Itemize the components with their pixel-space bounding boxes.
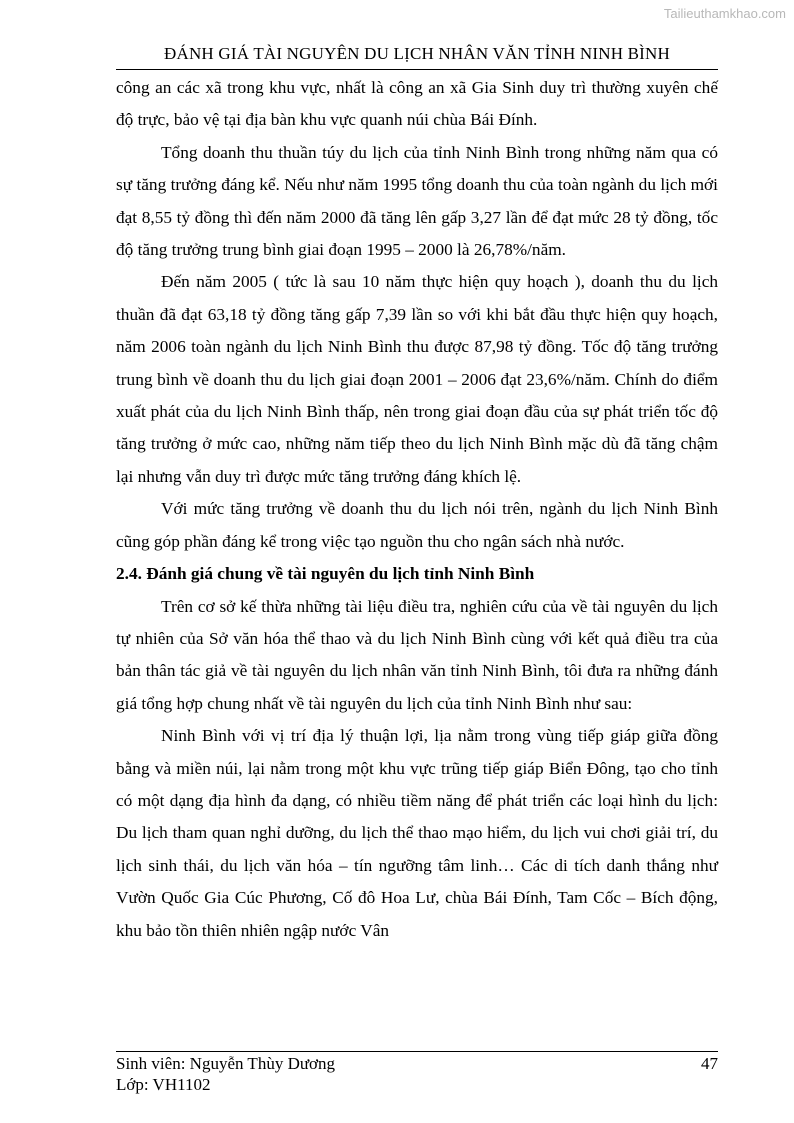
paragraph-5: Trên cơ sở kế thừa những tài liệu điều tra, nghiên cứu của về tài nguyên du lịch tự nhiên của Sở văn hóa thể thao và du lịch Ninh Bình cùng với kết quả điều tra của bản thân tác giả về tài nguyên du lịch nhân văn tỉnh Ninh Bình, tôi đưa ra những đánh giá tổng hợp chung nhất về tài nguyên du lịch của tỉnh Ninh Bình như sau: xyxy=(116,596,718,713)
section-heading: 2.4. Đánh giá chung về tài nguyên du lịch tỉnh Ninh Bình xyxy=(116,564,535,584)
document-body xyxy=(116,72,718,947)
paragraph-2: Tổng doanh thu thuần túy du lịch của tỉnh Ninh Bình trong những năm qua có sự tăng trưởng đáng kể. Nếu như năm 1995 tổng doanh thu của toàn ngành du lịch mới đạt 8,55 tỷ đồng thì đến năm 2000 đã tăng lên gấp 3,27 lần để đạt mức 28 tỷ đồng, tốc độ tăng trưởng trung bình giai đoạn 1995 – 2000 là 26,78%/năm. xyxy=(116,142,718,260)
paragraph-3: Đến năm 2005 ( tức là sau 10 năm thực hiện quy hoạch ), doanh thu du lịch thuần đã đạt 63,18 tỷ đồng tăng gấp 7,39 lần so với khi bắt đầu thực hiện quy hoạch, năm 2006 toàn ngành du lịch Ninh Bình thu được 87,98 tỷ đồng. Tốc độ tăng trưởng trung bình về doanh thu du lịch giai đoạn 2001 – 2006 đạt 23,6%/năm. Chính do điểm xuất phát của du lịch Ninh Bình thấp, nên trong giai đoạn đầu của sự phát triển tốc độ tăng trưởng ở mức cao, những năm tiếp theo du lịch Ninh Bình mặc dù đã tăng chậm lại nhưng vẫn duy trì được mức tăng trưởng đáng khích lệ. xyxy=(116,272,718,486)
footer-rule xyxy=(116,1051,718,1052)
page-number: 47 xyxy=(701,1054,718,1073)
paragraph-6: Ninh Bình với vị trí địa lý thuận lợi, lịa nằm trong vùng tiếp giáp giữa đồng bằng và miền núi, lại nằm trong một khu vực trũng tiếp giáp Biển Đông, tạo cho tỉnh có một dạng địa hình đa dạng, có nhiều tiềm năng để phát triển các loại hình du lịch: Du lịch tham quan nghỉ dưỡng, du lịch thể thao mạo hiểm, du lịch vui chơi giải trí, du lịch sinh thái, du lịch văn hóa – tín ngưỡng tâm linh… Các di tích danh thắng như Vườn Quốc Gia Cúc Phương, Cố đô Hoa Lư, chùa Bái Đính, Tam Cốc – Bích động, khu bảo tồn thiên nhiên ngập nước Vân xyxy=(116,726,718,940)
paragraph-1: công an các xã trong khu vực, nhất là công an xã Gia Sinh duy trì thường xuyên chế độ trực, bảo vệ tại địa bàn khu vực quanh núi chùa Bái Đính. xyxy=(116,78,718,130)
watermark-text: Tailieuthamkhao.com xyxy=(663,6,786,21)
running-header: ĐÁNH GIÁ TÀI NGUYÊN DU LỊCH NHÂN VĂN TỈNH NINH BÌNH xyxy=(164,44,670,63)
header-rule xyxy=(116,69,718,70)
footer-class: Lớp: VH1102 xyxy=(116,1075,211,1094)
page-footer xyxy=(116,1053,718,1095)
paragraph-4: Với mức tăng trưởng về doanh thu du lịch nói trên, ngành du lịch Ninh Bình cũng góp phần đáng kể trong việc tạo nguồn thu cho ngân sách nhà nước. xyxy=(116,499,718,551)
footer-student: Sinh viên: Nguyễn Thùy Dương xyxy=(116,1054,336,1073)
